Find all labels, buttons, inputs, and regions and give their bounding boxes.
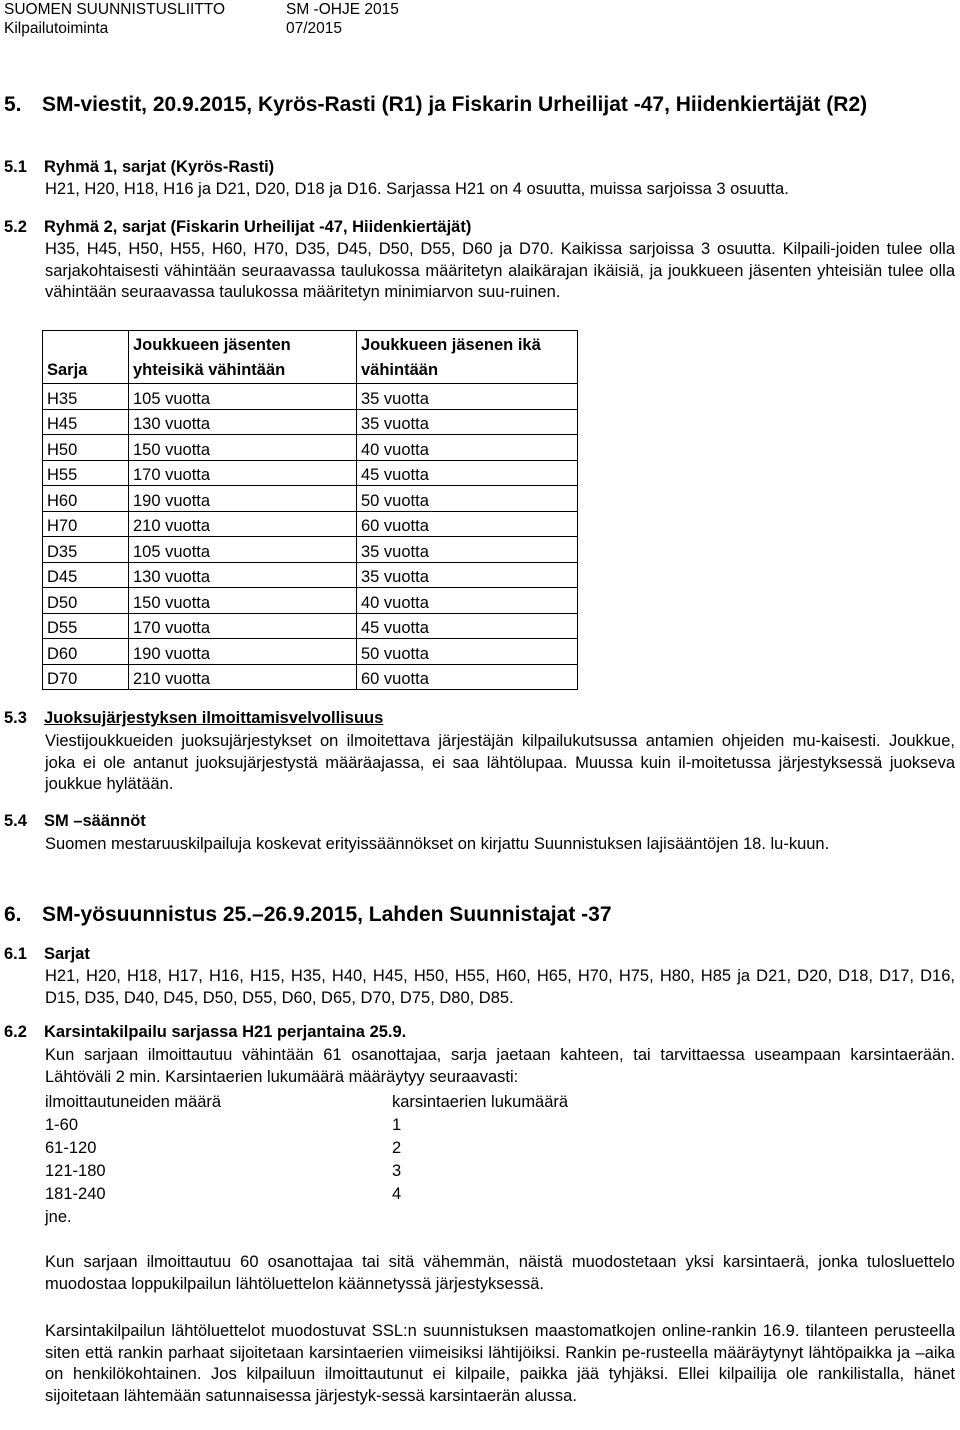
section-5-4-text: Suomen mestaruuskilpailuja koskevat erityissäännökset on kirjattu Suunnistuksen lajisääntöjen 18. lu-kuun. <box>45 835 830 853</box>
section-title: Karsintakilpailu sarjassa H21 perjantaina 25.9. <box>44 1023 407 1041</box>
class-cell: D35 <box>43 537 129 563</box>
column-header-registrations: ilmoittautuneiden määrä <box>45 1093 222 1111</box>
column-header-total-age: Joukkueen jäsenten yhteisikä vähintään <box>129 331 357 384</box>
list-end: jne. <box>45 1208 72 1226</box>
class-cell: H45 <box>43 409 129 435</box>
list-item <box>45 1183 568 1206</box>
class-cell: D55 <box>43 613 129 639</box>
heat-count: 1 <box>392 1116 402 1134</box>
table-header-row <box>43 331 578 384</box>
member-age-cell: 40 vuotta <box>357 588 578 614</box>
table-row <box>43 435 578 461</box>
org-name: SUOMEN SUUNNISTUSLIITTO <box>4 1 226 18</box>
section-5-3-heading <box>4 708 383 728</box>
section-title: SM-viestit, 20.9.2015, Kyrös-Rasti (R1) ja Fiskarin Urheilijat -47, Hiidenkiertäjät (R2) <box>42 93 868 116</box>
section-5-1-text: H21, H20, H18, H16 ja D21, D20, D18 ja D16. Sarjassa H21 on 4 osuutta, muissa sarjoissa 3 osuutta. <box>45 180 789 198</box>
table-row <box>43 511 578 537</box>
table-row <box>43 639 578 665</box>
registrations-range: 121-180 <box>45 1162 106 1180</box>
total-age-cell: 105 vuotta <box>129 537 357 563</box>
member-age-cell: 60 vuotta <box>357 511 578 537</box>
class-cell: D45 <box>43 562 129 588</box>
member-age-cell: 60 vuotta <box>357 664 578 690</box>
registrations-range: 181-240 <box>45 1185 106 1203</box>
total-age-cell: 130 vuotta <box>129 562 357 588</box>
section-6-2-heading <box>4 1022 406 1042</box>
list-item <box>45 1137 568 1160</box>
class-cell: H55 <box>43 460 129 486</box>
heat-count: 2 <box>392 1139 402 1157</box>
table-row <box>43 664 578 690</box>
member-age-cell: 45 vuotta <box>357 460 578 486</box>
registrations-range: 1-60 <box>45 1116 79 1134</box>
heat-count-table <box>45 1091 568 1229</box>
class-cell: H35 <box>43 384 129 410</box>
section-5-1-heading <box>4 157 274 177</box>
section-number: 5. <box>4 93 22 116</box>
section-6-2-paragraph-2: Kun sarjaan ilmoittautuu 60 osanottajaa tai sitä vähemmän, näistä muodostetaan yksi karsintaerä, jonka tulosluettelo muodostaa loppukilpailun lähtöluettelon käännetyssä järjestyksessä. <box>45 1253 955 1293</box>
list-item <box>45 1160 568 1183</box>
total-age-cell: 170 vuotta <box>129 460 357 486</box>
total-age-cell: 105 vuotta <box>129 384 357 410</box>
table-row <box>43 486 578 512</box>
total-age-cell: 190 vuotta <box>129 486 357 512</box>
class-cell: H50 <box>43 435 129 461</box>
section-title: SM-yösuunnistus 25.–26.9.2015, Lahden Suunnistajat -37 <box>42 903 612 926</box>
section-6-1-heading <box>4 944 90 964</box>
section-6-2-text: Kun sarjaan ilmoittautuu vähintään 61 osanottajaa, sarja jaetaan kahteen, tai tarvittaessa useampaan karsintaerään. Lähtöväli 2 min. Karsintaerien lukumäärä määräytyy seuraavasti: <box>45 1046 955 1086</box>
section-number: 5.1 <box>4 158 27 176</box>
table-row <box>43 460 578 486</box>
class-cell: H70 <box>43 511 129 537</box>
total-age-cell: 190 vuotta <box>129 639 357 665</box>
section-title: SM –säännöt <box>44 812 146 830</box>
section-5-4-heading <box>4 811 146 831</box>
total-age-cell: 150 vuotta <box>129 435 357 461</box>
class-cell: D60 <box>43 639 129 665</box>
section-title: Sarjat <box>44 945 90 963</box>
document-date: 07/2015 <box>286 20 343 37</box>
section-title: Ryhmä 2, sarjat (Fiskarin Urheilijat -47, Hiidenkiertäjät) <box>44 218 472 236</box>
department: Kilpailutoiminta <box>4 20 109 37</box>
table-row <box>43 537 578 563</box>
table-row <box>43 588 578 614</box>
heat-count: 3 <box>392 1162 402 1180</box>
section-6-2-paragraph-3: Karsintakilpailun lähtöluettelot muodostuvat SSL:n suunnistuksen maastomatkojen online-rankin 16.9. tilanteen perusteella siten että rankin parhaat sijoitetaan karsintaerien viimeisiksi lähtijöiksi. Rankin pe-rusteella määräytynyt lähtöpaikka ja –aika on henkilökohtainen. Jos kilpailuun ilmoittautunut ei kilpaile, paikka jää tyhjäksi. Ellei kilpailija ole rankilistalla, hänet sijoitetaan lähtemään satunnaisessa järjestyk-sessä karsintaerän alussa. <box>45 1322 955 1405</box>
member-age-cell: 35 vuotta <box>357 537 578 563</box>
section-number: 5.2 <box>4 218 27 236</box>
document-name: SM -OHJE 2015 <box>286 1 399 18</box>
section-number: 6.2 <box>4 1023 27 1041</box>
table-row <box>43 409 578 435</box>
registrations-range: 61-120 <box>45 1139 97 1157</box>
section-title: Ryhmä 1, sarjat (Kyrös-Rasti) <box>44 158 275 176</box>
class-cell: D50 <box>43 588 129 614</box>
section-number: 6. <box>4 903 22 926</box>
section-number: 5.3 <box>4 709 27 727</box>
total-age-cell: 210 vuotta <box>129 664 357 690</box>
member-age-cell: 50 vuotta <box>357 639 578 665</box>
list-item <box>45 1114 568 1137</box>
table-row <box>43 562 578 588</box>
section-number: 5.4 <box>4 812 27 830</box>
section-6-heading <box>4 901 612 928</box>
total-age-cell: 210 vuotta <box>129 511 357 537</box>
section-5-2-text: H35, H45, H50, H55, H60, H70, D35, D45, D50, D55, D60 ja D70. Kaikissa sarjoissa 3 osuutta. Kilpaili-joiden tulee olla sarjakohtaisesti vähintään seuraavassa taulukossa määritetyn alaikärajan ikäisiä, ja joukkueen jäsenten yhteisiän tulee olla vähintään seuraavassa taulukossa määritetyn minimiarvon suu-ruinen. <box>45 240 955 301</box>
table-row <box>43 384 578 410</box>
member-age-cell: 50 vuotta <box>357 486 578 512</box>
age-requirements-table <box>42 330 578 690</box>
section-number: 6.1 <box>4 945 27 963</box>
page-header <box>4 0 399 38</box>
column-header-member-age: Joukkueen jäsenen ikä vähintään <box>357 331 578 384</box>
table-row <box>43 613 578 639</box>
class-cell: D70 <box>43 664 129 690</box>
column-header-heats: karsintaerien lukumäärä <box>392 1093 569 1111</box>
member-age-cell: 35 vuotta <box>357 562 578 588</box>
total-age-cell: 150 vuotta <box>129 588 357 614</box>
section-5-2-heading <box>4 217 471 237</box>
section-6-1-text: H21, H20, H18, H17, H16, H15, H35, H40, H45, H50, H55, H60, H65, H70, H75, H80, H85 ja D21, D20, D18, D17, D16, D15, D35, D40, D45, D50, D55, D60, D65, D70, D75, D80, D85. <box>45 967 955 1007</box>
column-header-sarja: Sarja <box>43 331 129 384</box>
heat-count: 4 <box>392 1185 402 1203</box>
member-age-cell: 35 vuotta <box>357 409 578 435</box>
section-title: Juoksujärjestyksen ilmoittamisvelvollisuus <box>44 709 384 727</box>
section-5-3-text: Viestijoukkueiden juoksujärjestykset on ilmoitettava järjestäjän kilpailukutsussa antamien ohjeiden mu-kaisesti. Joukkue, joka ei ole antanut juoksujärjestystä määräajassa, ei saa lähtölupaa. Muussa kuin il-moitetussa järjestyksessä juokseva joukkue hylätään. <box>45 732 955 793</box>
heat-count-header <box>45 1091 568 1114</box>
member-age-cell: 35 vuotta <box>357 384 578 410</box>
total-age-cell: 170 vuotta <box>129 613 357 639</box>
section-5-heading <box>4 91 922 118</box>
class-cell: H60 <box>43 486 129 512</box>
member-age-cell: 40 vuotta <box>357 435 578 461</box>
total-age-cell: 130 vuotta <box>129 409 357 435</box>
member-age-cell: 45 vuotta <box>357 613 578 639</box>
